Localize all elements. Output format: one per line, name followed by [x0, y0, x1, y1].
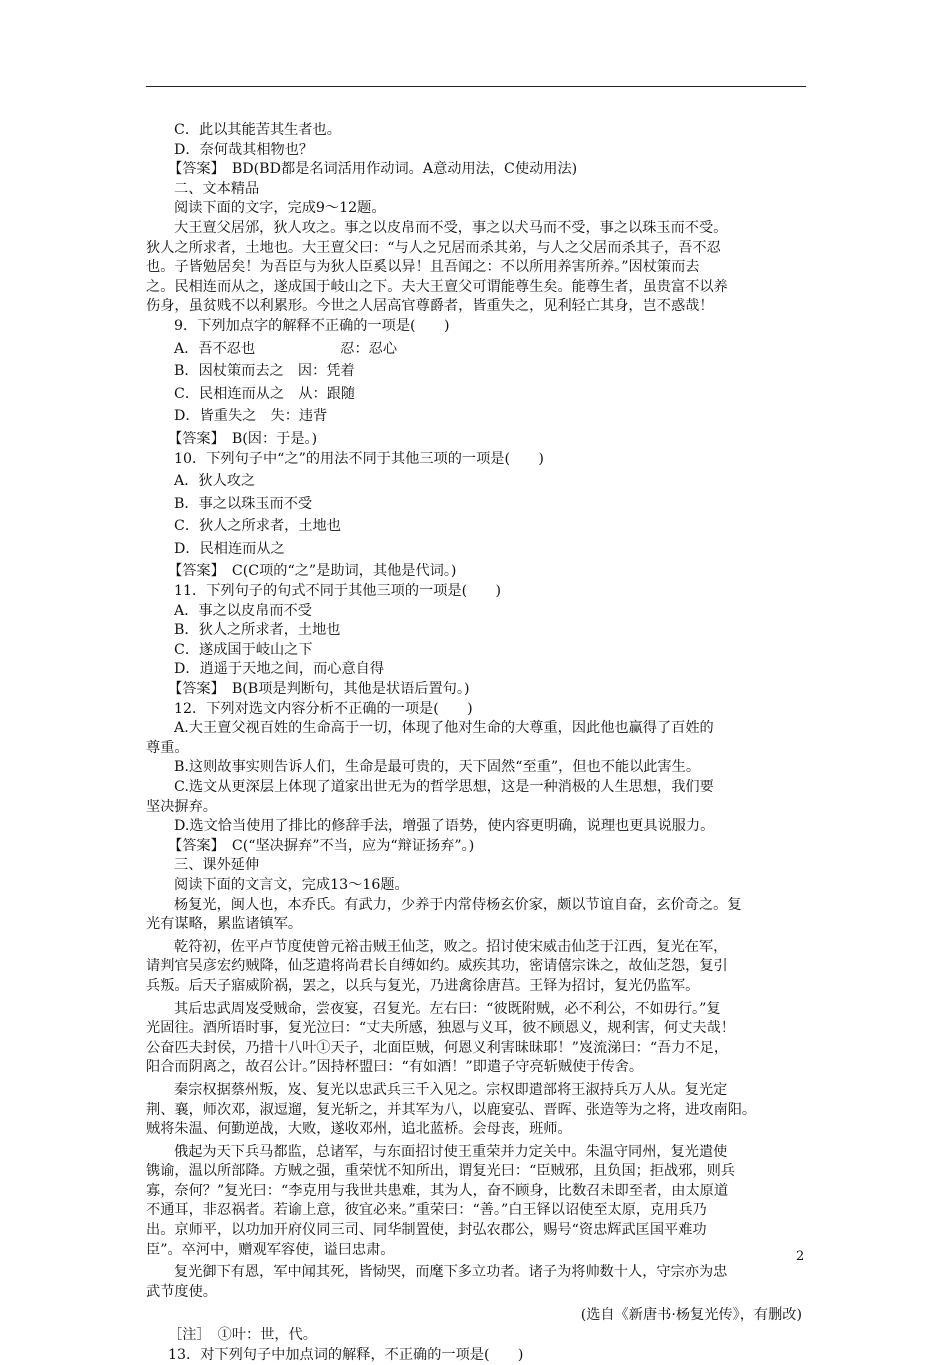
passage-line: 之。民相连而从之，遂成国于岐山之下。夫大王亶父可谓能尊生矣。能尊生者，虽贵富不以养 [146, 278, 728, 295]
answer-line: 【答案】 B(B项是判断句，其他是状语后置句。) [168, 681, 470, 698]
question-12: 12．下列对选文内容分析不正确的一项是( ) [174, 700, 473, 717]
passage-line: 贼将朱温、何勤逆战，大败，遂收邓州，追北蓝桥。会母丧，班师。 [146, 1121, 572, 1138]
passage-line: 武节度使。 [146, 1283, 217, 1300]
answer-line: 【答案】 C(“坚决摒弃”不当，应为“辩证扬弃”。) [168, 837, 475, 854]
option-a-continued: 尊重。 [146, 739, 189, 756]
passage-line: 寡，奈何？”复光曰：“李克用与我世共患难，其为人，奋不顾身，比数召未即至者，由太原道 [146, 1182, 729, 1199]
option-a: A．狄人攻之 [174, 473, 256, 490]
question-9: 9．下列加点字的解释不正确的一项是( ) [174, 317, 450, 334]
passage-line: 也。子皆勉居矣！为吾臣与为狄人臣奚以异！且吾闻之：不以所用养害所养。”因杖策而去 [146, 259, 700, 276]
source-citation: (选自《新唐书·杨复光传》，有删改) [580, 1307, 802, 1324]
passage-line: 狄人之所求者，土地也。大王亶父曰：“与人之兄居而杀其弟，与人之父居而杀其子，吾不忍 [146, 239, 721, 256]
footnote: ［注］ ①叶：世，代。 [168, 1327, 317, 1344]
answer-line: 【答案】 C(C项的“之”是助词，其他是代词。) [168, 563, 457, 580]
passage-line: 复光御下有恩，军中闻其死，皆恸哭，而麾下多立功者。诸子为将帅数十人，守宗亦为忠 [174, 1264, 728, 1281]
option-a: A．吾不忍也 忍：忍心 [174, 340, 398, 357]
option-c: C．遂成国于岐山之下 [174, 641, 313, 658]
passage-line: 荆、襄，师次邓，淑逗遛，复光斩之，并其军为八，以鹿宴弘、晋晖、张造等为之将，进攻南阳。 [146, 1101, 757, 1118]
passage-line: 俄起为天下兵马都监，总诸军，与东面招讨使王重荣并力定关中。朱温守同州，复光遣使 [174, 1143, 728, 1160]
section-heading: 三、课外延伸 [174, 857, 260, 874]
passage-line: 阳合而阴离之，故召公计。”因持杯盟曰：“有如酒！”即遣子守亮斩贼使于传舍。 [146, 1059, 644, 1076]
option-c-continued: 坚决摒弃。 [146, 798, 217, 815]
passage-line: 出。京师平，以功加开府仪同三司、同华制置使，封弘农郡公，赐号“资忠辉武匡国平难功 [146, 1222, 707, 1239]
question-13: 13．对下列句子中加点词的解释，不正确的一项是( ) [168, 1346, 524, 1363]
page-number: 2 [796, 1249, 805, 1264]
passage-line: 大王亶父居邠，狄人攻之。事之以皮帛而不受，事之以犬马而不受，事之以珠玉而不受。 [174, 219, 728, 236]
passage-line: 秦宗权据蔡州叛，岌、复光以忠武兵三千入见之。宗权即遣部将王淑持兵万人从。复光定 [174, 1081, 728, 1098]
passage-line: 请判官吴彦宏约贼降，仙芝遣将尚君长自缚如约。威疾其功，密请僖宗诛之，故仙芝怨，复引 [146, 958, 728, 975]
passage-line: 镌谕，温以所部降。方贼之强，重荣忧不知所出，谓复光曰：“臣贼邪，且负国；拒战邪，则兵 [146, 1163, 735, 1180]
option-d: D．皆重失之 失：违背 [174, 408, 328, 425]
option-a: A．事之以皮帛而不受 [174, 602, 312, 619]
option-b: B.这则故事实则告诉人们，生命是最可贵的，天下固然“至重”，但也不能以此害生。 [174, 759, 701, 776]
instruction-line: 阅读下面的文言文，完成13～16题。 [174, 876, 409, 893]
option-c: C．民相连而从之 从：跟随 [174, 385, 356, 402]
option-d: D.选文恰当使用了排比的修辞手法，增强了语势，使内容更明确，说理也更具说服力。 [174, 818, 715, 835]
instruction-line: 阅读下面的文字，完成9～12题。 [174, 200, 386, 217]
section-heading: 二、文本精品 [174, 180, 260, 197]
option-d: D．奈何哉其相物也？ [174, 141, 314, 158]
passage-line: 杨复光，闽人也，本乔氏。有武力，少养于内常侍杨玄价家，颇以节谊自奋，玄价奇之。复 [174, 896, 742, 913]
option-b: B．因杖策而去之 因：凭着 [174, 363, 355, 380]
answer-line: 【答案】 B(因：于是。) [168, 430, 318, 447]
option-b: B．事之以珠玉而不受 [174, 495, 313, 512]
option-c: C.选文从更深层上体现了道家出世无为的哲学思想，这是一种消极的人生思想，我们要 [174, 779, 714, 795]
question-11: 11．下列句子的句式不同于其他三项的一项是( ) [174, 583, 502, 600]
answer-line: 【答案】 BD(BD都是名词活用作动词。A意动用法，C使动用法) [168, 161, 578, 178]
option-d: D．逍遥于天地之间，而心意自得 [174, 661, 385, 678]
passage-line: 臣”。卒河中，赠观军容使，谥曰忠肃。 [146, 1241, 395, 1258]
passage-line: 光有谋略，累监诸镇军。 [146, 916, 303, 933]
passage-line: 其后忠武周岌受贼命，尝夜宴，召复光。左右曰：“彼既附贼，必不利公，不如毋行。”复 [174, 1000, 721, 1017]
option-b: B．狄人之所求者，土地也 [174, 622, 341, 639]
passage-line: 乾符初，佐平卢节度使曾元裕击贼王仙芝，败之。招讨使宋威击仙芝于江西，复光在军， [174, 938, 728, 955]
passage-line: 公奋匹夫封侯，乃措十八叶①天子，北面臣贼，何恩义利害昧昧耶！”岌流涕曰：“吾力不足， [146, 1039, 729, 1056]
header-rule [146, 86, 806, 87]
option-c: C．此以其能苦其生者也。 [174, 122, 341, 138]
passage-line: 光固往。酒所语时事，复光泣曰：“丈夫所感，独恩与义耳，彼不顾恩义，规利害，何丈夫哉！ [146, 1020, 735, 1037]
option-c: C．狄人之所求者，土地也 [174, 518, 341, 535]
passage-line: 不通耳，非忍祸者。若谕上意，彼宜必来。”重荣曰：“善。”白王铎以诏使至太原，克用兵乃 [146, 1202, 707, 1219]
option-a: A.大王亶父视百姓的生命高于一切，体现了他对生命的大尊重，因此他也赢得了百姓的 [174, 720, 714, 737]
passage-line: 伤身，虽贫贱不以利累形。今世之人居高官尊爵者，皆重失之，见利轻亡其身，岂不惑哉！ [146, 298, 714, 315]
passage-line: 兵叛。后天子寤威阶祸，罢之，以兵与复光，乃进禽徐唐莒。王铎为招讨，复光仍监军。 [146, 977, 700, 994]
question-10: 10．下列句子中“之”的用法不同于其他三项的一项是( ) [174, 450, 544, 467]
document-body [146, 121, 806, 1365]
option-d: D．民相连而从之 [174, 540, 285, 557]
